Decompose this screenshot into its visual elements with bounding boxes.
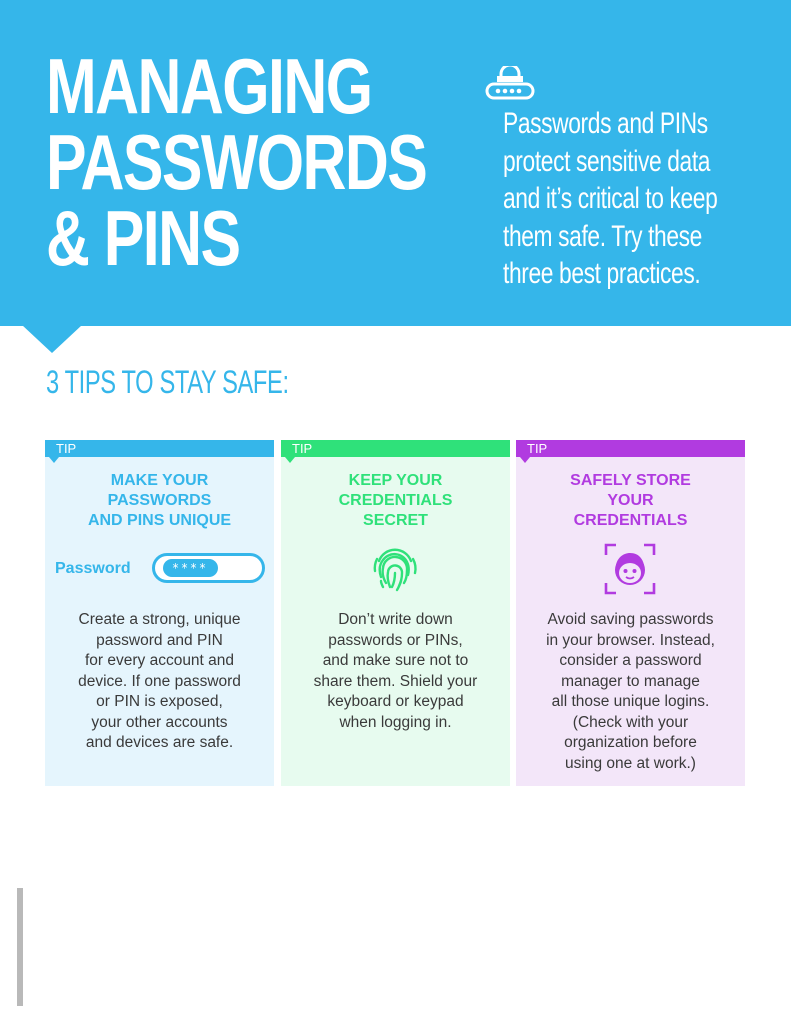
tips-heading: 3 TIPS TO STAY SAFE: <box>46 364 289 400</box>
tip-body-line: for every account and <box>84 652 235 669</box>
tip-body-line: when logging in. <box>339 713 452 731</box>
tip-tag-pointer <box>285 457 295 463</box>
tip-title-line: CREDENTIALS <box>573 512 688 529</box>
tip-body-line: and make sure not to <box>322 652 469 669</box>
tip-body-line: or PIN is exposed, <box>96 693 223 710</box>
tip-body-line: consider a password <box>559 652 702 669</box>
password-label: Password <box>55 560 131 577</box>
tip-card-secret <box>281 440 510 786</box>
tip-title <box>45 471 274 531</box>
tip-title-line: AND PINS UNIQUE <box>87 512 232 529</box>
intro-line: three best practices. <box>503 257 701 290</box>
tip-body-line: device. If one password <box>78 672 241 690</box>
tip-title-line: CREDENTIALS <box>338 492 453 509</box>
title-line: PASSWORDS <box>46 118 427 206</box>
intro-line: protect sensitive data <box>503 144 711 178</box>
page-title <box>46 42 427 282</box>
tip-body-line: Create a strong, unique <box>78 611 241 628</box>
intro-line: them safe. Try these <box>503 219 702 253</box>
password-field-illustration <box>152 553 265 583</box>
intro-line: Passwords and PINs <box>503 107 708 140</box>
password-mask: **** <box>163 559 218 577</box>
tip-title-line: SAFELY STORE <box>570 472 691 489</box>
tip-body-line: password and PIN <box>96 631 223 649</box>
title-line: MANAGING <box>46 42 372 130</box>
tip-body-line: keyboard or keypad <box>327 693 464 710</box>
tip-tag-pointer <box>49 457 59 463</box>
tip-body-line: all those unique logins. <box>551 693 710 710</box>
tip-title-line: PASSWORDS <box>107 492 212 509</box>
tip-body <box>516 610 745 774</box>
tip-body-line: Don’t write down <box>338 611 453 628</box>
lock-keypad-icon <box>484 66 536 102</box>
hero-banner <box>0 0 791 326</box>
tip-body-line: passwords or PINs, <box>328 631 463 649</box>
tip-body-line: organization before <box>564 734 697 751</box>
tip-card-unique <box>45 440 274 786</box>
tip-tag: TIP <box>516 440 745 457</box>
tip-title-line: SECRET <box>363 512 428 529</box>
tip-tag-pointer <box>520 457 530 463</box>
fingerprint-icon <box>369 541 421 593</box>
page-edge-mark <box>17 888 23 1006</box>
tip-body <box>281 610 510 733</box>
tip-title <box>516 471 745 531</box>
tip-title-line: YOUR <box>607 492 654 509</box>
tip-card-store <box>516 440 745 786</box>
tip-body-line: Avoid saving passwords <box>547 611 714 628</box>
tip-body-line: in your browser. Instead, <box>546 631 715 649</box>
tip-title-line: MAKE YOUR <box>110 472 209 489</box>
tip-title <box>281 471 510 531</box>
intro-text <box>503 105 723 293</box>
tip-body <box>45 610 274 754</box>
tip-tag: TIP <box>281 440 510 457</box>
title-line: & PINS <box>46 194 240 282</box>
face-scan-icon <box>604 543 656 595</box>
tip-body-line: manager to manage <box>561 672 700 690</box>
tip-body-line: using one at work.) <box>565 754 696 772</box>
tip-tag: TIP <box>45 440 274 457</box>
tip-body-line: (Check with your <box>572 713 689 731</box>
intro-line: and it’s critical to keep <box>503 182 718 215</box>
tip-title-line: KEEP YOUR <box>348 472 443 489</box>
hero-pointer <box>22 325 82 353</box>
tip-body-line: and devices are safe. <box>85 734 234 751</box>
tip-body-line: your other accounts <box>91 713 228 731</box>
tip-body-line: share them. Shield your <box>313 672 478 690</box>
